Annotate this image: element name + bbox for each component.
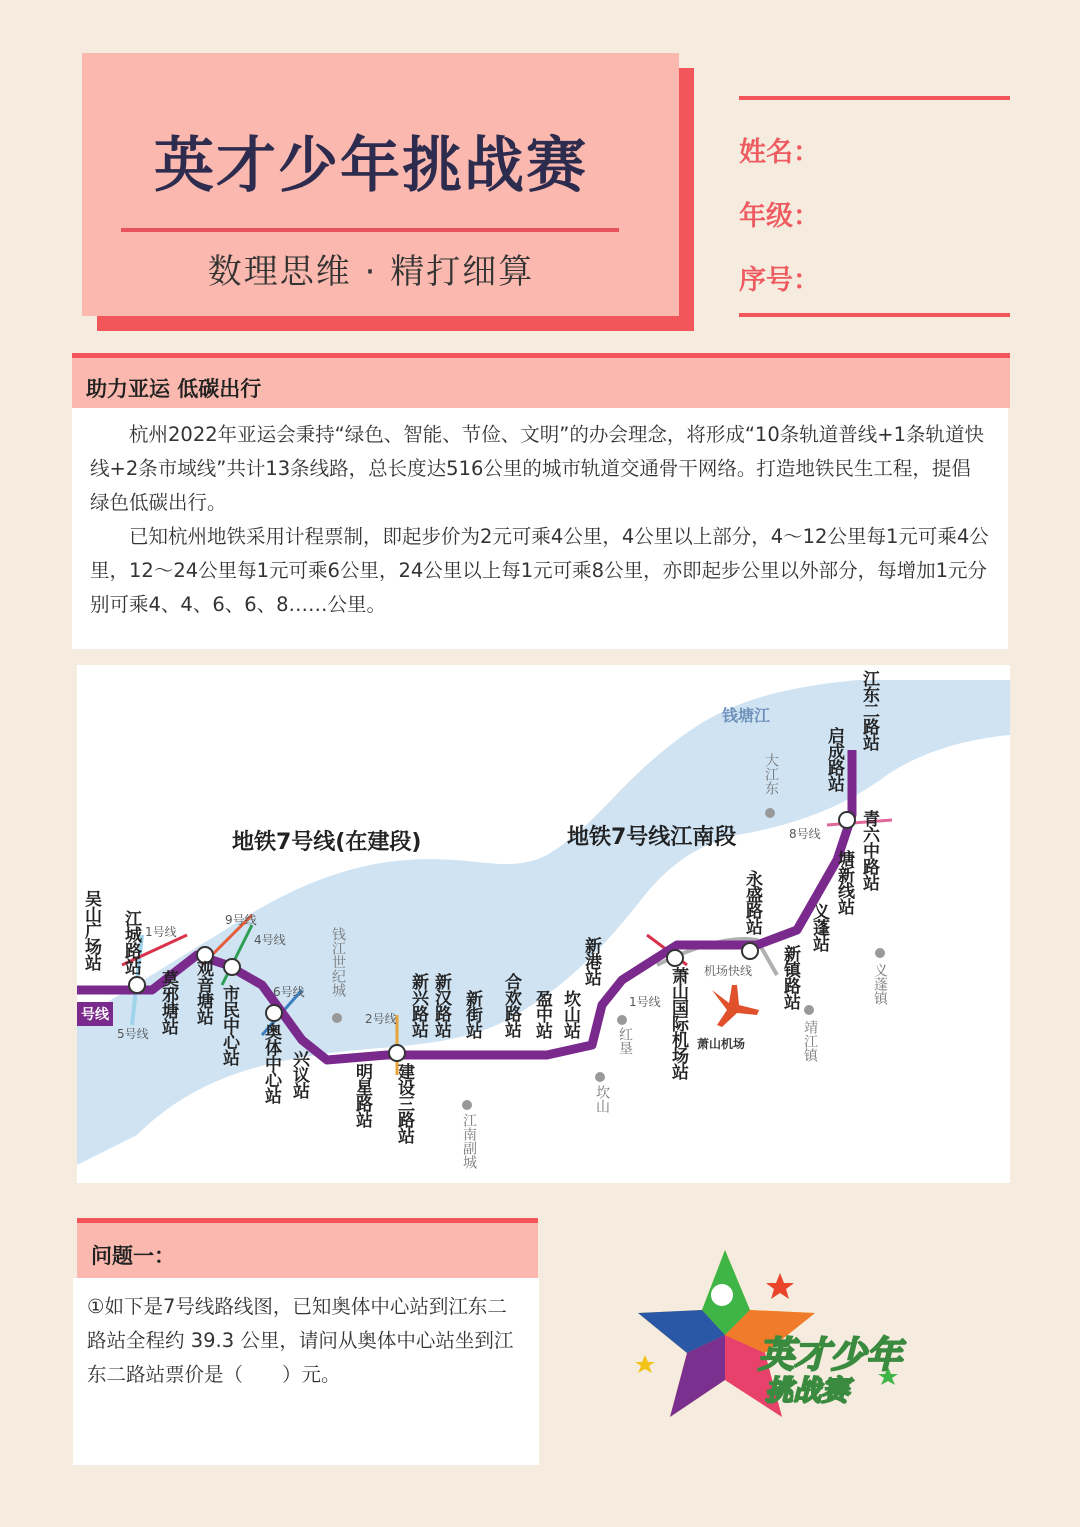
- station-label: 明星路站: [352, 1063, 372, 1127]
- name-field[interactable]: 姓名：: [739, 137, 820, 168]
- line-label: 2号线: [365, 1012, 397, 1026]
- airport-icon: [712, 985, 759, 1027]
- line-label: 5号线: [117, 1027, 149, 1041]
- station-label: 新镇路站: [780, 945, 800, 1009]
- line-label: 机场快线: [704, 964, 753, 978]
- question-text: ①如下是7号线路线图，已知奥体中心站到江东二路站全程约 39.3 公里，请问从奥体中心站坐到江东二路站票价是（ ）元。: [87, 1295, 514, 1386]
- station-label: 奥体中心站: [261, 1023, 281, 1103]
- station-label: 江城路站: [121, 910, 141, 974]
- station-label: 观音塘站: [193, 960, 213, 1024]
- logo-text-line2: 挑战赛: [765, 1374, 850, 1407]
- title-divider: [121, 228, 619, 232]
- jiangnan-segment-title: 地铁7号线江南段: [567, 825, 737, 850]
- line-label: 1号线: [145, 925, 177, 939]
- place-label: 钱江世纪城: [330, 927, 346, 997]
- page-subtitle: 数理思维 · 精打细算: [207, 252, 535, 292]
- station-label: 义蓬站: [809, 903, 829, 951]
- station-label: 青六中路站: [859, 810, 879, 890]
- station-label: 坎山站: [560, 990, 580, 1038]
- line-label: 9号线: [225, 913, 257, 927]
- metro-map: [77, 665, 1010, 1183]
- station-label: 莫邪塘站: [158, 970, 178, 1034]
- logo-text-line1: 英才少年: [758, 1335, 903, 1376]
- line-label: 8号线: [789, 827, 821, 841]
- contest-logo: [630, 1245, 970, 1425]
- serial-field[interactable]: 序号：: [739, 265, 820, 296]
- place-label: 坎山: [594, 1085, 610, 1113]
- station-label: 新港站: [581, 937, 601, 985]
- station-label: 江东二路站: [859, 670, 879, 750]
- question-header: [77, 1218, 538, 1278]
- intro-text-box: [72, 408, 1008, 649]
- station-label: 新兴路站: [408, 973, 428, 1037]
- station-label: 兴议站: [289, 1050, 309, 1098]
- station-label: 吴山广场站: [81, 890, 101, 970]
- section-heading: 助力亚运 低碳出行: [86, 377, 262, 401]
- station-label: 市民中心站: [219, 985, 239, 1065]
- station-label: 新街站: [462, 990, 482, 1038]
- line-label: 6号线: [273, 985, 305, 999]
- info-bottom-rule: [739, 313, 1010, 317]
- info-top-rule: [739, 96, 1010, 100]
- place-label: 大江东: [763, 753, 779, 795]
- station-label: 塘新线站: [834, 850, 854, 914]
- station-label: 永盛路站: [742, 870, 762, 934]
- station-label: 新汉路站: [431, 973, 451, 1037]
- place-label: 红垦: [617, 1027, 633, 1055]
- river-shape: [77, 680, 1010, 1165]
- intro-paragraph: 杭州2022年亚运会秉持“绿色、智能、节俭、文明”的办会理念，将形成“10条轨道普线+1条轨道快线+2条市域线”共计13条线路，总长度达516公里的城市轨道交通骨干网络。打造地铁民生工程，提倡绿色低碳出行。: [90, 423, 984, 514]
- line-label: 4号线: [254, 933, 286, 947]
- fare-paragraph: 已知杭州地铁采用计程票制，即起步价为2元可乘4公里，4公里以上部分，4～12公里每1元可乘4公里，12～24公里每1元可乘6公里，24公里以上每1元可乘8公里，亦即起步公里以外部分，每增加1元分别可乘4、4、6、6、8……公里。: [90, 525, 989, 616]
- station-label: 盈中站: [532, 990, 552, 1038]
- river-label: 钱塘江: [722, 706, 771, 725]
- station-label: 建设三路站: [394, 1063, 414, 1143]
- grade-field[interactable]: 年级：: [739, 201, 820, 232]
- station-label: 启成路站: [824, 727, 844, 791]
- place-label: 江南副城: [461, 1113, 477, 1169]
- place-label: 义蓬镇: [872, 963, 888, 1005]
- airport-label: 萧山机场: [697, 1037, 746, 1051]
- station-label: 萧山国际机场站: [668, 967, 688, 1079]
- construction-segment-title: 地铁7号线(在建段): [232, 830, 422, 855]
- station-label: 合欢路站: [501, 973, 521, 1037]
- line-label: 1号线: [629, 995, 661, 1009]
- question-heading: 问题一：: [91, 1244, 175, 1268]
- page-title: 英才少年挑战赛: [154, 131, 588, 201]
- place-label: 靖江镇: [802, 1020, 818, 1062]
- question-box: [73, 1278, 539, 1465]
- section-header: [72, 353, 1010, 408]
- left-line-badge: 号线: [77, 1002, 113, 1026]
